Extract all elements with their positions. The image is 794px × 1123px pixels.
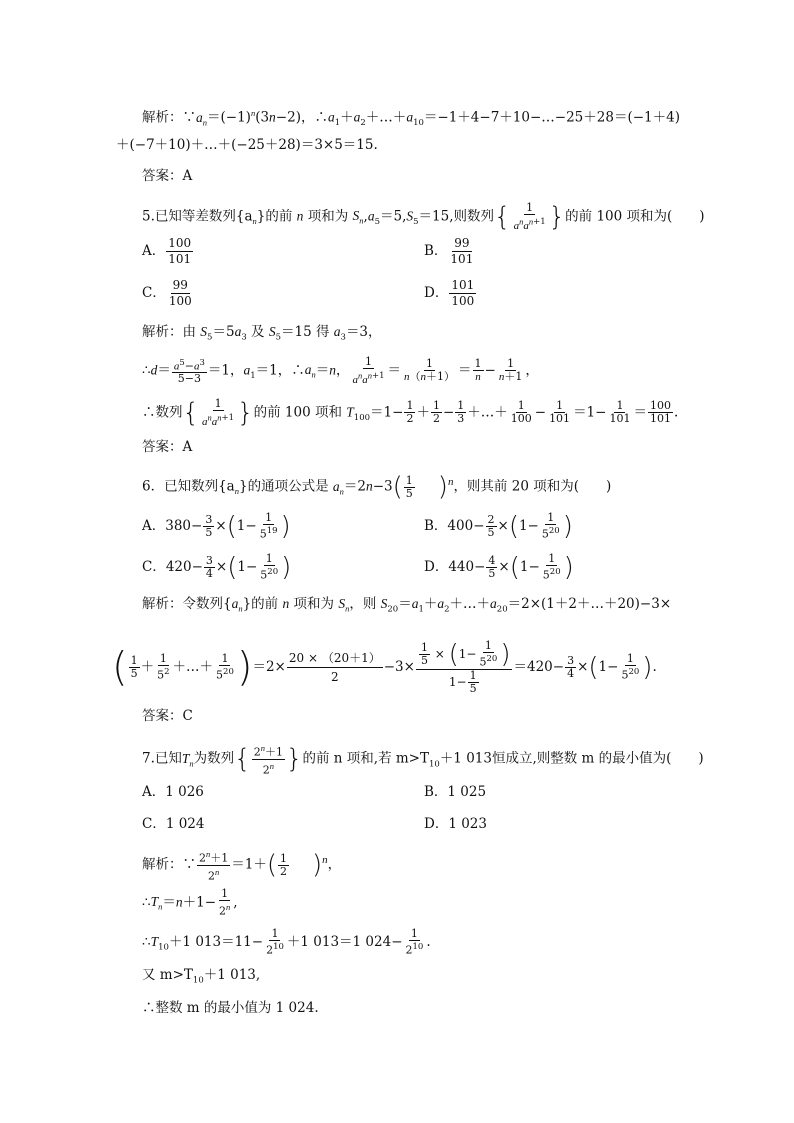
frac-num: 101 [451,278,475,292]
q6-tail: ，则其前 20 项和为( ) [453,478,612,495]
q6-option-a[interactable]: A．380− $\frac{3}{5}$ ×(1− $\frac{1}{5^{19}}$ ) [142,511,291,542]
q7-solution-3: $\therefore T_{10}+1$ 013＝11− $\frac{1}{2^{10}}$ ＋1 013＝1 024− $\frac{1}{2^{10}}$ . [142,927,431,957]
frac-den: 100 [451,294,475,308]
q6-solution-1: 解析：令数列$\{a_n\}$的前 n 项和为 $S_n$，则 $S_{20}=a_1+a_2+\dots+a_{20}=2\times(1+2+\dots+20)-3\times$ [142,596,672,615]
label-jiexi: 解析： [142,324,183,340]
opt-label: A．380− [142,517,203,534]
final-line-1b: ＋1 013, [203,967,261,983]
q5-solution-1: 解析：由 $S_5=5a_3$ 及 $S_5=15$ 得 $a_3=3$， [142,324,382,343]
opt-label: A． [142,243,166,259]
frac-den: 101 [168,252,192,266]
opt-label: B． [424,243,448,259]
q5-option-d[interactable] [424,278,477,309]
q6-option-d[interactable]: D．440− $\frac{4}{5}$ ×(1− $\frac{1}{5^{20}}$ ) [424,552,574,583]
q7-solution-1: 解析：∵ $\frac{2^n+1}{2^n}$ ＝1＋( $\frac{1}{2}$ )$^n$， [142,849,342,883]
answer-4 [142,166,192,186]
q7-solution-2: $\therefore T_n=n+1-$ $\frac{1}{2^n}$ , [142,887,238,918]
answer-5 [142,437,192,457]
opt-label: D． [424,285,449,301]
question-5-stem: 5.已知等差数列$\{a_n\}$的前 n 项和为 $S_n,a_5=5,S_5=15$,则数列{ 1 $a^na^{n+1}$ }的前 100 项和为( ) [142,201,705,232]
q7-solution-4: 又 $m>T_{10}+1$ 013, [142,967,261,986]
q7-tail2: ＋1 013恒成立,则整数 m 的最小值为( ) [439,750,704,767]
solution-line-2: ＋(−7＋10)＋…＋(−25＋28)＝3×5＝15. [116,137,378,153]
q7-stem-text: 7.已知 [142,750,182,767]
q7-option-b[interactable]: B．1 025 [424,784,487,800]
label-answer: 答案： [142,439,183,455]
q7-option-a[interactable]: A．1 026 [142,784,204,800]
label-jiexi: 解析： [142,109,183,126]
q5-solution-3: ∴数列{ 1 $a^na^{n+1}$ }的前 100 项和 $T_{100}=1-$ $\frac{1}{2}$ ＋ $\frac{1}{2}$ − $\frac{1}{3}$ ＋…＋ $\frac{1}{100}$ − $\frac{1}{101}$ ＝1− $\frac{1}{101}$ ＝ $\frac{100}{101}$ . [142,397,679,428]
label-answer: 答案： [142,708,183,724]
opt-label: C． [142,285,166,301]
q5-solution-2: ∴d＝ $\frac{a^5-a^3}{5-3}$ ＝1，$a_1=1$，$\therefore a_n=n$， 1 $a^na^{n+1}$ ＝ $\frac{1}{n(n+1)}$ ＝ $\frac{1}{n}$ − $\frac{1}{n+1}$ ， [142,355,539,386]
opt-label: D．440− [424,558,486,575]
label-jiexi: 解析： [142,596,183,612]
final-line-1a: 又 m>T [142,967,193,983]
frac-num: 99 [454,236,470,250]
q6-stem-text: 6．已知数列{a [142,478,235,495]
q6-option-c[interactable]: C．420− $\frac{3}{4}$ ×(1− $\frac{1}{5^{20}}$ ) [142,552,292,583]
q5-option-b[interactable] [424,236,476,267]
q7-option-d[interactable]: D．1 023 [424,816,487,832]
answer-value: C [182,708,193,724]
question-6-stem: 6．已知数列$\{a_n\}$的通项公式是 $a_n=2n-3$( $\frac{1}{5}$ )$^n$，则其前 20 项和为( ) [142,472,612,502]
q6-solution-2: ( $\frac{1}{5}$ ＋ $\frac{1}{5^2}$ ＋…＋ $\frac{1}{5^{20}}$ )＝2× $\frac{20 \times (20+1)}{2}$ −3× $\frac{1}{5}$ × (1− $\frac{1}{5^{20}}$ ) 1− $\frac{1}{5}$ ＝420− $\frac{3}{4}$ ×(1− $\frac{1}{5^{20}}$ ). [112,639,657,695]
answer-6 [142,706,193,726]
q7-solution-5: ∴整数 m 的最小值为 1 024. [142,1000,319,1016]
q7-option-c[interactable]: C．1 024 [142,816,205,832]
label-jiexi: 解析： [142,856,183,873]
opt-label: C．420− [142,558,203,575]
frac-num: 100 [168,236,192,250]
solution-line-1: 解析：$\because a_n=(-1)^n(3n-2)$，$\therefore a_1+a_2+\dots+a_{10}=-1+4-7+10-\dots-25+28=(-1+4)$ [142,108,680,129]
q5-stem-text: 5.已知等差数列{a [142,208,253,225]
question-7-stem: 7.已知$T_n$为数列{ $\frac{2^n+1}{2^n}$ }的前 n 项和,若 $m>T_{10}+1$ 013恒成立,则整数 m 的最小值为( ) [142,743,704,777]
q5-option-a[interactable] [142,236,194,267]
q6-option-b[interactable]: B．400− $\frac{2}{5}$ ×(1− $\frac{1}{5^{20}}$ ) [424,511,573,542]
frac-den: 101 [450,252,474,266]
q5-tail: 的前 100 项和为( ) [565,208,705,225]
frac-num: 99 [172,278,188,292]
opt-label: B．400− [424,517,485,534]
q5-option-c[interactable] [142,278,195,309]
answer-value: A [182,168,193,184]
label-answer: 答案： [142,168,183,184]
q7-tail: 的前 n 项和,若 m>T [302,750,429,767]
frac-den: 100 [168,294,192,308]
answer-value: A [182,439,193,455]
